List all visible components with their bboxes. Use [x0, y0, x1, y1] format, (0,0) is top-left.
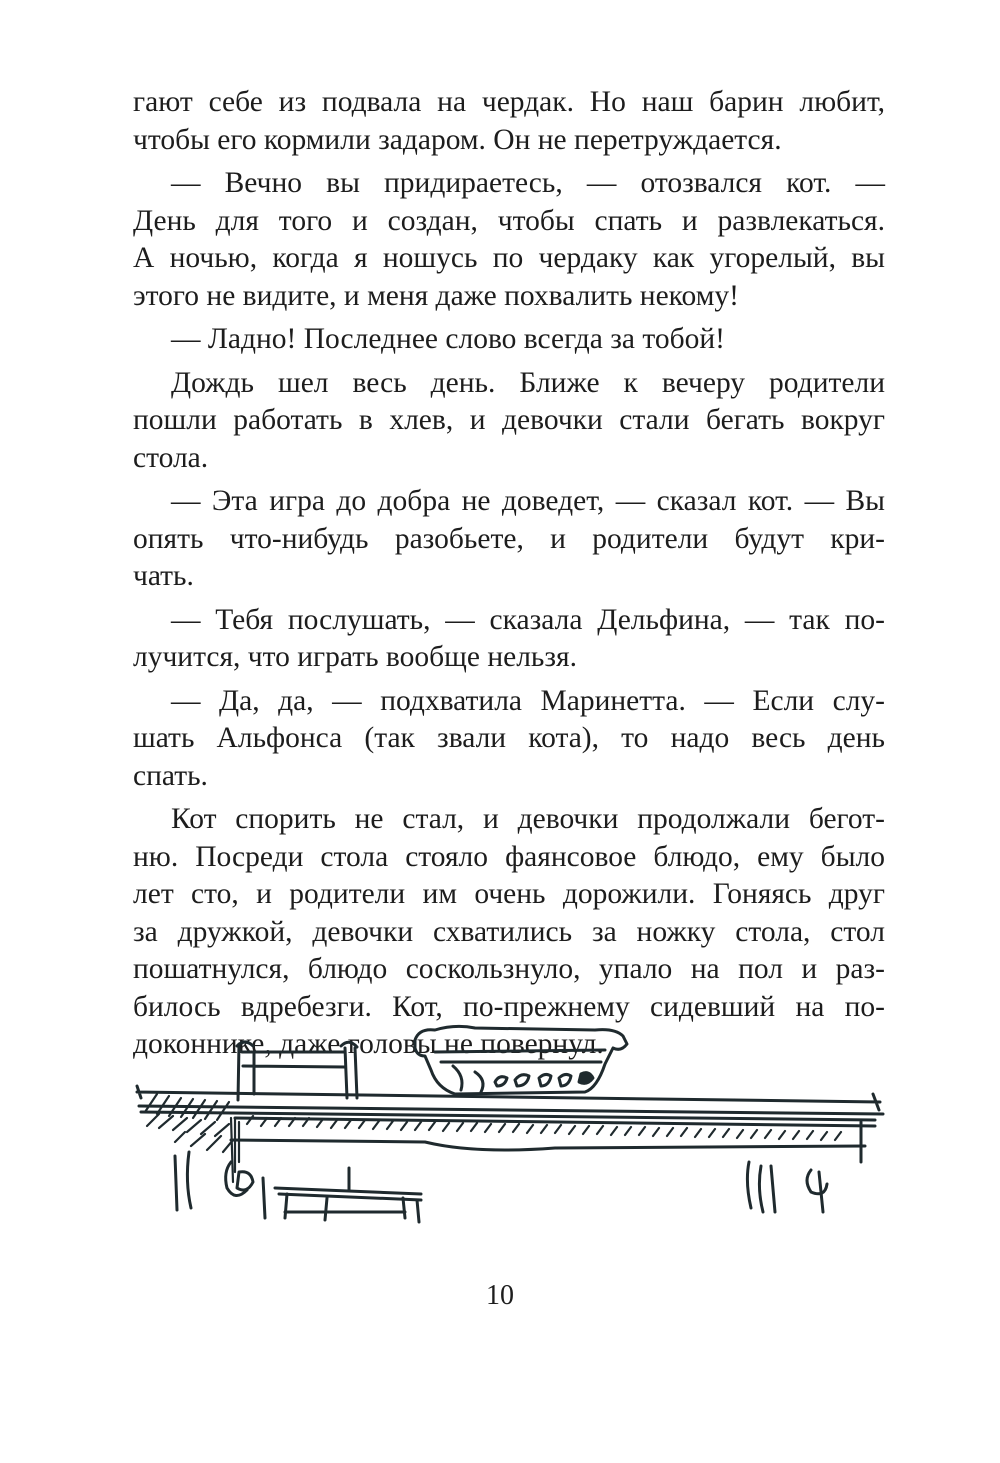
text-line: спать. [133, 759, 208, 792]
text-line: День для того и создан, чтобы спать и развлекаться. [133, 204, 885, 237]
text-line: Дождь шел весь день. Ближе к вечеру родители [171, 366, 885, 399]
text-line: ню. Посреди стола стояло фаянсовое блюдо, ему было [133, 840, 885, 873]
table-legs-left [175, 1152, 265, 1218]
text-line: гают себе из подвала на чердак. Но наш барин любит, [133, 86, 885, 118]
page-number: 10 [486, 1280, 514, 1311]
table-legs-right [747, 1162, 827, 1212]
bench-drawing [275, 1168, 421, 1222]
text-line: — Ладно! Последнее слово всегда за тобой! [171, 323, 725, 355]
text-line: — Да, да, — подхватила Маринетта. — Если слу- [171, 684, 885, 717]
text-line: этого не видите, и меня даже похвалить некому! [133, 279, 739, 312]
text-line: — Тебя послушать, — сказала Дельфина, — так по- [171, 603, 885, 636]
text-line: лет сто, и родители им очень дорожили. Гоняясь друг [133, 878, 885, 910]
text-line: доконнике, даже головы не повернул. [133, 1028, 604, 1060]
table-with-dish-illustration [135, 1022, 885, 1227]
body-text [133, 84, 885, 1064]
text-line: стола. [133, 441, 209, 474]
text-line: чать. [133, 560, 194, 592]
text-line: лучится, что играть вообще нельзя. [133, 641, 577, 673]
text-line: опять что-нибудь разобьете, и родители будут кри- [133, 522, 885, 555]
text-line: — Вечно вы придираетесь, — отозвался кот. — [171, 167, 885, 199]
tabletop-drawing [137, 1086, 883, 1162]
text-line: пошли работать в хлев, и девочки стали бегать вокруг [133, 404, 885, 436]
dish-drawing [415, 1026, 627, 1094]
text-line: Кот спорить не стал, и девочки продолжали бегот- [171, 803, 885, 835]
text-line: чтобы его кормили задаром. Он не перетруждается. [133, 123, 782, 156]
text-line: пошатнулся, блюдо соскользнуло, упало на пол и раз- [133, 953, 885, 985]
text-line: — Эта игра до добра не доведет, — сказал кот. — Вы [171, 485, 885, 517]
text-line: А ночью, когда я ношусь по чердаку как угорелый, вы [133, 242, 885, 274]
text-line: за дружкой, девочки схватились за ножку стола, стол [133, 915, 885, 948]
text-line: шать Альфонса (так звали кота), то надо весь день [133, 722, 885, 754]
text-line: билось вдребезги. Кот, по-прежнему сидевший на по- [133, 990, 885, 1023]
chair-back-drawing [237, 1042, 357, 1100]
